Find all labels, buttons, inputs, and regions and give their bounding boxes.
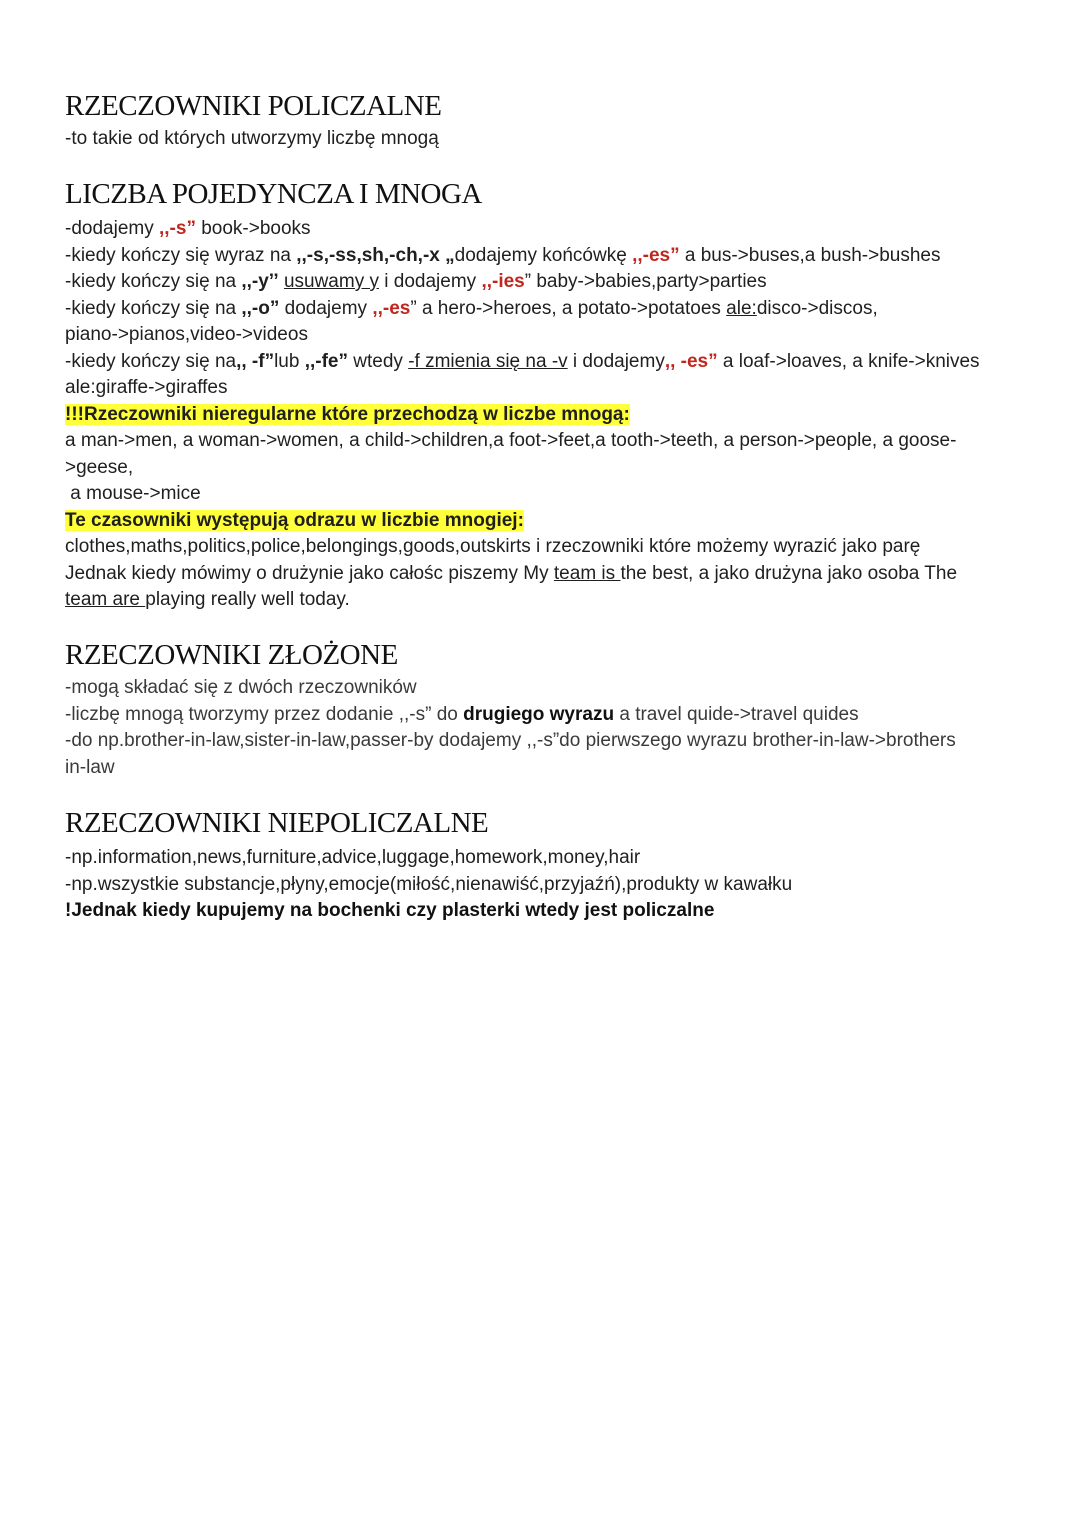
rule-line-es: [65, 243, 1025, 270]
text: a travel quide->travel quides: [614, 703, 859, 725]
team-line: [65, 587, 1025, 614]
rule-line-o: [65, 296, 1025, 323]
rule-line-o-cont: piano->pianos,video->videos: [65, 324, 308, 345]
rule-line-f-cont: ale:giraffe->giraffes: [65, 377, 228, 398]
section-uncountable: [65, 805, 1025, 925]
suffix: ,,-ies: [481, 271, 525, 292]
text: a loaf->loaves, a knife->knives: [717, 350, 980, 372]
suffix: ,, -es”: [664, 350, 718, 372]
always-plural-heading-line: [65, 508, 1025, 535]
text: a bus->buses,a bush->bushes: [679, 244, 941, 266]
uncountable-line: -np.wszystkie substancje,płyny,emocje(miłość,nienawiść,przyjaźń),produkty w kawałku: [65, 873, 793, 895]
text: -kiedy kończy się na: [65, 271, 242, 292]
text: dodajemy końcówkę: [454, 244, 633, 266]
section-countable: [65, 88, 1025, 153]
text: -kiedy kończy się na: [65, 297, 242, 319]
endings: ,, -f”: [236, 350, 275, 372]
text: ” a hero->heroes, a potato->potatoes: [410, 297, 727, 319]
suffix: ,,-es”: [632, 244, 680, 266]
text: the best, a jako drużyna jako osoba The: [620, 562, 958, 584]
text: playing really well today.: [145, 589, 350, 610]
team-line: [65, 561, 1025, 588]
underlined-text: team are: [65, 589, 146, 610]
underlined-text: team is: [553, 562, 621, 584]
text: ” baby->babies,party>parties: [524, 271, 767, 292]
suffix: ,,-s”: [159, 218, 196, 239]
irregular-line: >geese,: [65, 456, 134, 478]
text: -kiedy kończy się na: [65, 350, 237, 372]
highlighted-heading: !!!Rzeczowniki nieregularne które przechodzą w liczbe mnogą:: [65, 403, 630, 425]
bold-text: drugiego wyrazu: [463, 703, 615, 725]
suffix: ,,-es: [372, 297, 411, 319]
compound-line: [65, 702, 1025, 729]
text: -liczbę mnogą tworzymy przez dodanie ,,-s” do: [65, 703, 464, 725]
highlighted-heading: Te czasowniki występują odrazu w liczbie mnogiej:: [65, 509, 524, 531]
rule-line-s: [65, 216, 1025, 243]
underlined-text: -f zmienia się na -v: [408, 350, 568, 372]
underlined-text: usuwamy y: [283, 271, 379, 292]
section-title: RZECZOWNIKI POLICZALNE: [65, 90, 442, 122]
section-title: RZECZOWNIKI ZŁOŻONE: [65, 639, 398, 671]
irregular-line: a mouse->mice: [65, 483, 201, 504]
rule-line-ies: [65, 269, 1025, 296]
endings: ,,-o”: [241, 297, 280, 319]
section-title: RZECZOWNIKI NIEPOLICZALNE: [65, 807, 489, 839]
text: Jednak kiedy mówimy o drużynie jako całośc piszemy My: [65, 562, 554, 584]
text: book->books: [195, 218, 311, 239]
text: dodajemy: [279, 297, 373, 319]
section-compound: [65, 637, 1025, 781]
compound-line: -mogą składać się z dwóch rzeczowników: [65, 677, 417, 698]
text: -dodajemy: [65, 218, 159, 239]
text: lub: [274, 350, 305, 372]
text: -kiedy kończy się wyraz na: [65, 244, 297, 266]
text: wtedy: [348, 350, 409, 372]
uncountable-note: !Jednak kiedy kupujemy na bochenki czy plasterki wtedy jest policzalne: [65, 900, 715, 921]
section-plural: [65, 176, 1025, 614]
compound-line: -do np.brother-in-law,sister-in-law,passer-by dodajemy ,,-s”do pierwszego wyrazu brother-in-law->brothers: [65, 730, 956, 751]
uncountable-line: -np.information,news,furniture,advice,luggage,homework,money,hair: [65, 847, 641, 868]
irregular-line: a man->men, a woman->women, a child->children,a foot->feet,a tooth->teeth, a person->people, a goose-: [65, 430, 957, 451]
always-plural-line: clothes,maths,politics,police,belongings,goods,outskirts i rzeczowniki które możemy wyrazić jako parę: [65, 536, 921, 557]
endings: ,,-y’’: [241, 271, 279, 292]
compound-line: in-law: [65, 756, 115, 778]
definition-line: -to takie od których utworzymy liczbę mnogą: [65, 128, 439, 149]
text: i dodajemy: [567, 350, 665, 372]
text: disco->discos,: [756, 297, 878, 319]
irregular-heading-line: [65, 402, 1025, 429]
text: i dodajemy: [378, 271, 482, 292]
underlined-text: ale:: [726, 297, 757, 319]
rule-line-f: [65, 349, 1025, 376]
section-title: LICZBA POJEDYNCZA I MNOGA: [65, 178, 482, 210]
endings: ,,-fe”: [304, 350, 348, 372]
endings: ,,-s,-ss,sh,-ch,-x „: [296, 244, 455, 266]
